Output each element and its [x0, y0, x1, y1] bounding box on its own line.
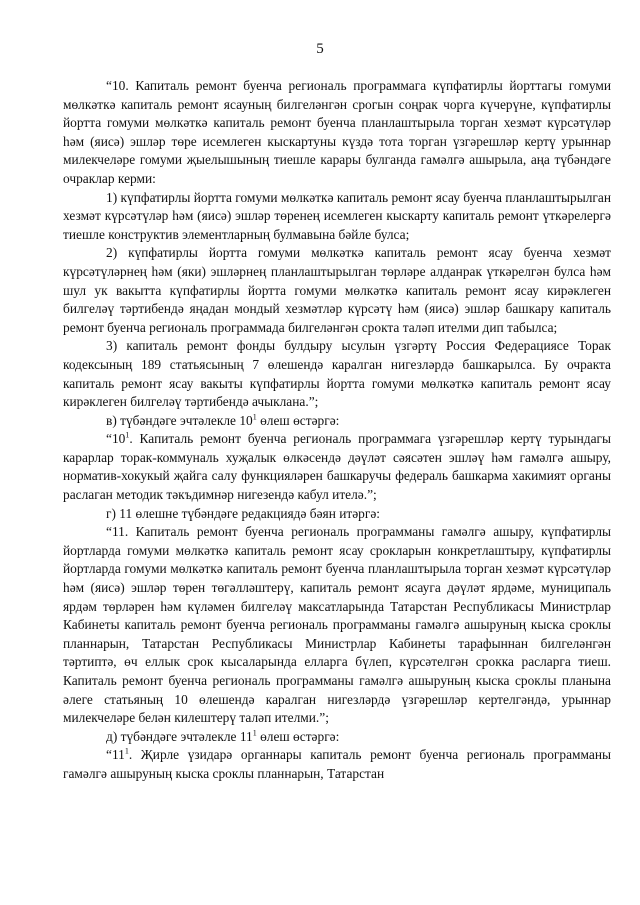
paragraph-add-10-1 [63, 412, 611, 431]
paragraph-item-1: 1) күпфатирлы йортта гомуми мөлкәткә капиталь ремонт ясау буенча планлаштырылган хезмәт күрсәтүләр һәм (яисә) эшләр төренең исемлеген кыскарту капиталь ремонт үткәрелергә тиешле конструктив элементларның булмавына бәйле булса; [63, 189, 611, 242]
paragraph-tail: . Җирле үзидарә органнары капиталь ремонт буенча региональ программаны гамәлгә ашыруның кыска сроклы планнарын, Татарстан [63, 747, 611, 781]
paragraph-article-10: “10. Капиталь ремонт буенча региональ программага күпфатирлы йорттагы гомуми мөлкәткә капиталь ремонт ясауның билгеләнгән срогын соңрак чорга күчерүне, күпфатирлы йортта гомуми мөлкәткә капиталь ремонт буенча планлаштырыла торган хезмәт күрсәтүләр һәм (яисә) эшләр төре исемлеген кыскартуны күздә тота торган үзгәрешләр кертү урыннар милекчеләре гомуми җыелышының тиешле карары булганда гамәлгә ашырыла, аңа түбәндәге очраклар керми: [63, 78, 611, 186]
paragraph-article-10-1 [63, 430, 611, 504]
superscript: 1 [125, 430, 130, 440]
paragraph-text: д) түбәндәге эчтәлекле 11 [106, 728, 253, 744]
paragraph-article-11-1 [63, 746, 611, 783]
paragraph-tail: өлеш өстәргә: [256, 728, 340, 744]
page-number: 5 [316, 41, 324, 57]
superscript: 1 [252, 412, 257, 422]
paragraph-tail: өлеш өстәргә: [256, 412, 340, 428]
paragraph-item-2: 2) күпфатирлы йортта гомуми мөлкәткә капиталь ремонт ясау буенча хезмәт күрсәтүләрнең һәм (яки) эшләрнең планлаштырылган төрләре алданрак үткәрелгән булса һәм шул ук вакытта күпфатирлы йортта гомуми мөлкәткә капиталь ремонт ясау кирәклеген билгеләү тәртибендә яңадан мондый хезмәтләр күрсәтү һәм (яисә) эшләр башкару капиталь ремонт буенча региональ программада билгеләнгән срокта таләп ителми дип табылса; [63, 245, 611, 335]
paragraph-add-11-1 [63, 728, 611, 747]
paragraph-text: “11 [106, 747, 125, 763]
superscript: 1 [252, 728, 257, 738]
paragraph-restate-11: г) 11 өлешне түбәндәге редакциядә бәян итәргә: [106, 505, 381, 521]
paragraph-tail: . Капиталь ремонт буенча региональ программага үзгәрешләр кертү турындагы карарлар торак-коммуналь хуҗалык өлкәсендә дәүләт сәясәтен эшләү һәм гамәлгә ашыру, норматив-хокукый җайга салу функцияләрен башкаручы федераль башкарма хакимият органы раслаган методик тәкъдимнәр нигезендә кабул ителә.”; [63, 431, 611, 503]
paragraph-text: “10 [106, 431, 126, 447]
paragraph-text: в) түбәндәге эчтәлекле 10 [106, 412, 253, 428]
paragraph-item-3: 3) капиталь ремонт фонды булдыру ысулын үзгәртү Россия Федерациясе Торак кодексының 189 статьясының 7 өлешендә каралган нигезләрдә башкарылса. Бу очракта капиталь ремонт ясау вакыты күпфатирлы йортта гомуми мөлкәткә капиталь ремонт ясау кирәклеген билгеләү тәртибендә ачыклана.”; [63, 338, 611, 410]
document-body [63, 77, 611, 784]
paragraph-article-11: “11. Капиталь ремонт буенча региональ программаны гамәлгә ашыру, күпфатирлы йортларда гомуми мөлкәткә капиталь ремонт ясау срокларын конкретлаштыру, күпфатирлы йортларда гомуми мөлкәткә капиталь ремонт буенча планлаштырыла торган хезмәт күрсәтүләр һәм (яисә) эшләр төрен төгәлләштерү, капиталь ремонт ясауга дәүләт ярдәме, муниципаль ярдәм төрләрен һәм күләмен билгеләү максатларында Татарстан Республикасы Министрлар Кабинеты капиталь ремонт буенча региональ программаны гамәлгә ашыруның кыска сроклы планнарын, Татарстан Республикасы Министрлар Кабинеты тарафыннан билгеләнгән тәртиптә, өч еллык срок кысаларында елларга бүлеп, күрсәтелгән срокка расларга тиеш. Капиталь ремонт буенча региональ программаны гамәлгә ашыруның кыска сроклы планына әлеге статьяның 10 өлешендә каралган нигезләрдә үзгәрешләр кертелгәндә, урыннар милекчеләре белән килештерү таләп ителми.”; [63, 524, 611, 726]
superscript: 1 [124, 746, 129, 756]
